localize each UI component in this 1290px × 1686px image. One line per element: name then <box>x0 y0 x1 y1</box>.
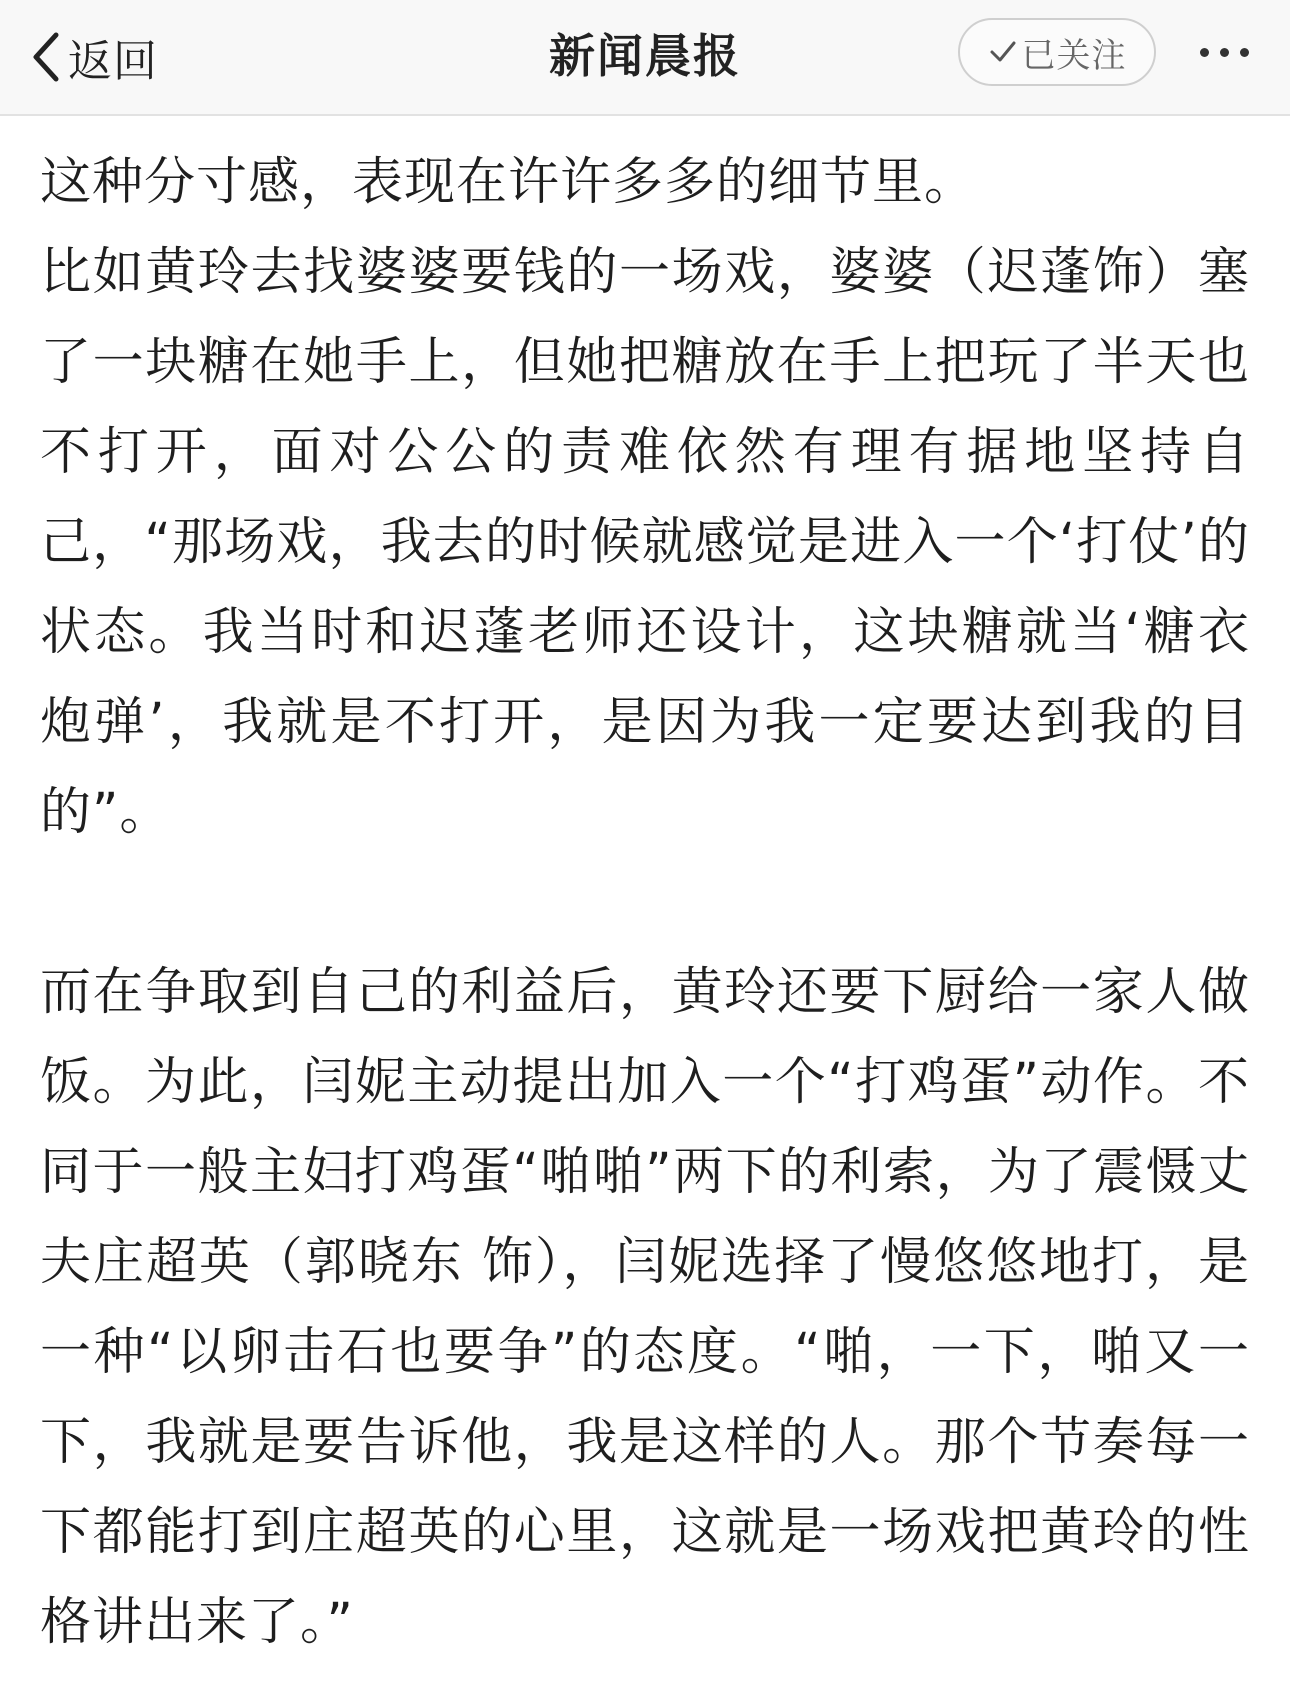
article-paragraph: 比如黄玲去找婆婆要钱的一场戏，婆婆（迟蓬饰）塞了一块糖在她手上，但她把糖放在手上把玩了半天也不打开，面对公公的责难依然有理有据地坚持自己，“那场戏，我去的时候就感觉是进入一个‘打仗’的状态。我当时和迟蓬老师还设计，这块糖就当‘糖衣炮弹’，我就是不打开，是因为我一定要达到我的目的”。 <box>40 243 1250 842</box>
back-button[interactable] <box>28 22 158 92</box>
chevron-left-icon <box>28 31 62 83</box>
navigation-bar <box>0 0 1290 116</box>
more-button[interactable] <box>1176 30 1272 74</box>
article-paragraph: 这种分寸感，表现在许许多多的细节里。 <box>40 153 977 212</box>
more-dots-icon <box>1240 48 1249 57</box>
follow-button[interactable] <box>958 18 1156 86</box>
back-label: 返回 <box>68 36 158 87</box>
check-icon <box>988 37 1018 67</box>
article-body <box>40 138 1250 1668</box>
follow-label: 已关注 <box>1021 35 1127 76</box>
page-title: 新闻晨报 <box>549 29 741 83</box>
more-dots-icon <box>1220 48 1229 57</box>
more-dots-icon <box>1200 48 1209 57</box>
article-paragraph: 而在争取到自己的利益后，黄玲还要下厨给一家人做饭。为此，闫妮主动提出加入一个“打鸡蛋”动作。不同于一般主妇打鸡蛋“啪啪”两下的利索，为了震慑丈夫庄超英（郭晓东 饰），闫妮选择了慢悠悠地打，是一种“以卵击石也要争”的态度。“啪，一下，啪又一下，我就是要告诉他，我是这样的人。那个节奏每一下都能打到庄超英的心里，这就是一场戏把黄玲的性格讲出来了。” <box>40 963 1250 1652</box>
paragraph-spacer <box>40 858 1250 948</box>
